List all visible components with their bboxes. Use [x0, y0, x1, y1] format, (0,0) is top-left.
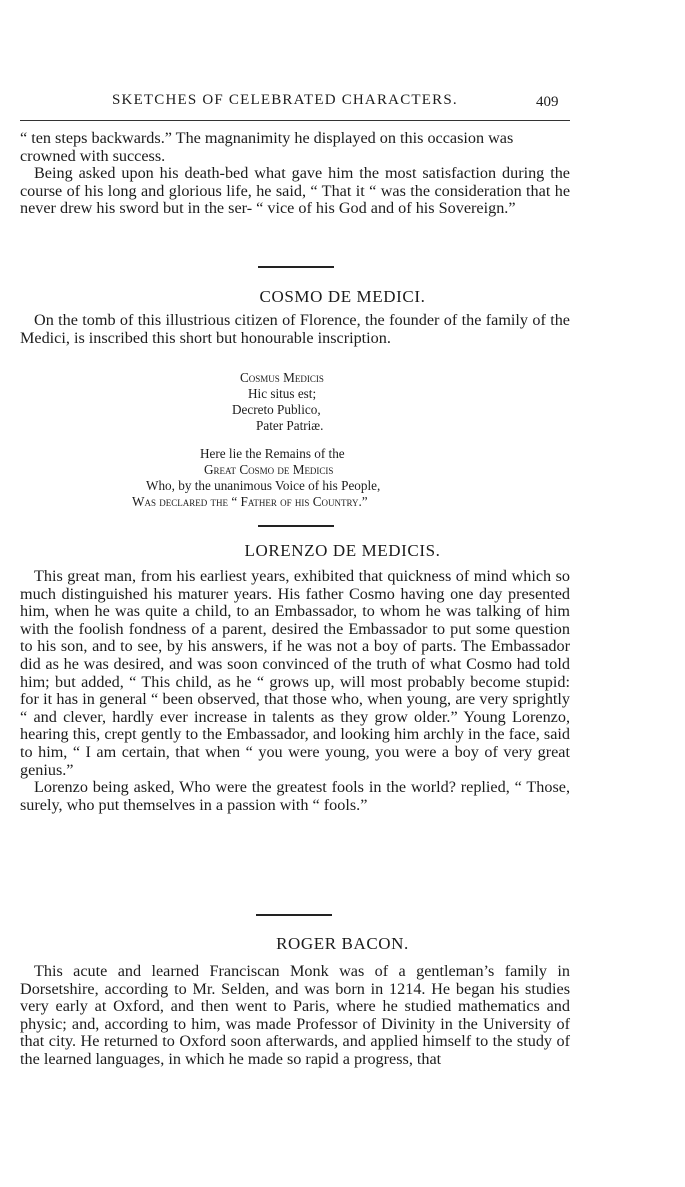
running-head: SKETCHES OF CELEBRATED CHARACTERS.	[112, 92, 458, 108]
inscription-line: Great Cosmo de Medicis	[204, 462, 334, 477]
intro-paragraph-1: “ ten steps backwards.” The magnanimity he displayed on this occasion was crowned with success.	[20, 129, 514, 165]
inscription-line: Cosmus Medicis	[240, 370, 324, 385]
inscription-line: Here lie the Remains of the	[200, 446, 345, 461]
inscription-line: Was declared the “ Father of his Country.”	[132, 494, 368, 509]
intro-paragraph-2: Being asked upon his death-bed what gave him the most satisfaction during the course of his long and glorious life, he said, “ That it “ was the consideration that he never drew his sword but in the ser- “ vice of his God and of his Sovereign.”	[20, 164, 570, 218]
inscription-line: Decreto Publico,	[232, 402, 321, 417]
cosmo-title: COSMO DE MEDICI.	[259, 287, 426, 306]
intro-text	[20, 130, 570, 218]
inscription-line: Who, by the unanimous Voice of his People,	[146, 478, 381, 493]
section-separator	[256, 914, 332, 916]
bacon-title: ROGER BACON.	[276, 934, 409, 953]
bacon-text	[20, 963, 570, 1069]
section-separator	[258, 266, 334, 268]
lorenzo-paragraph-2: Lorenzo being asked, Who were the greatest fools in the world? replied, “ Those, surely, who put themselves in a passion with “ fools.”	[20, 778, 570, 814]
lorenzo-text	[20, 568, 570, 814]
cosmo-text	[20, 312, 570, 347]
page-number: 409	[536, 94, 559, 110]
section-separator	[258, 525, 334, 527]
page-header	[0, 92, 685, 116]
lorenzo-title: LORENZO DE MEDICIS.	[244, 541, 441, 560]
cosmo-paragraph-1: On the tomb of this illustrious citizen of Florence, the founder of the family of the Medici, is inscribed this short but honourable inscription.	[20, 311, 570, 347]
inscription-line: Hic situs est;	[248, 386, 317, 401]
inscription-line: Pater Patriæ.	[256, 418, 324, 433]
header-rule	[20, 120, 570, 121]
lorenzo-paragraph-1: This great man, from his earliest years, exhibited that quickness of mind which so much distinguished his maturer years. His father Cosmo having one day presented him, when he was quite a child, to an Embassador, to whom he was talking of him with the foolish fondness of a parent, desired the Embassador to put some question to his son, and to see, by his answers, if he was not a boy of parts. The Embassador did as he was desired, and was soon convinced of the truth of what Cosmo had told him; but added, “ This child, as he “ grows up, will most probably become stupid: for it has in general “ been observed, that those who, when young, are very sprightly “ and clever, hardly ever increase in talents as they grow older.” Young Lorenzo, hearing this, crept gently to the Embassador, and looking him archly in the face, said to him, “ I am certain, that when “ you were young, you were a boy of very great genius.”	[20, 567, 570, 779]
bacon-paragraph-1: This acute and learned Franciscan Monk was of a gentleman’s family in Dorsetshire, according to Mr. Selden, and was born in 1214. He began his studies very early at Oxford, and then went to Paris, where he studied mathematics and physic; and, according to him, was made Professor of Divinity in the University of that city. He returned to Oxford soon afterwards, and applied himself to the study of the learned languages, in which he made so rapid a progress, that	[20, 962, 570, 1068]
